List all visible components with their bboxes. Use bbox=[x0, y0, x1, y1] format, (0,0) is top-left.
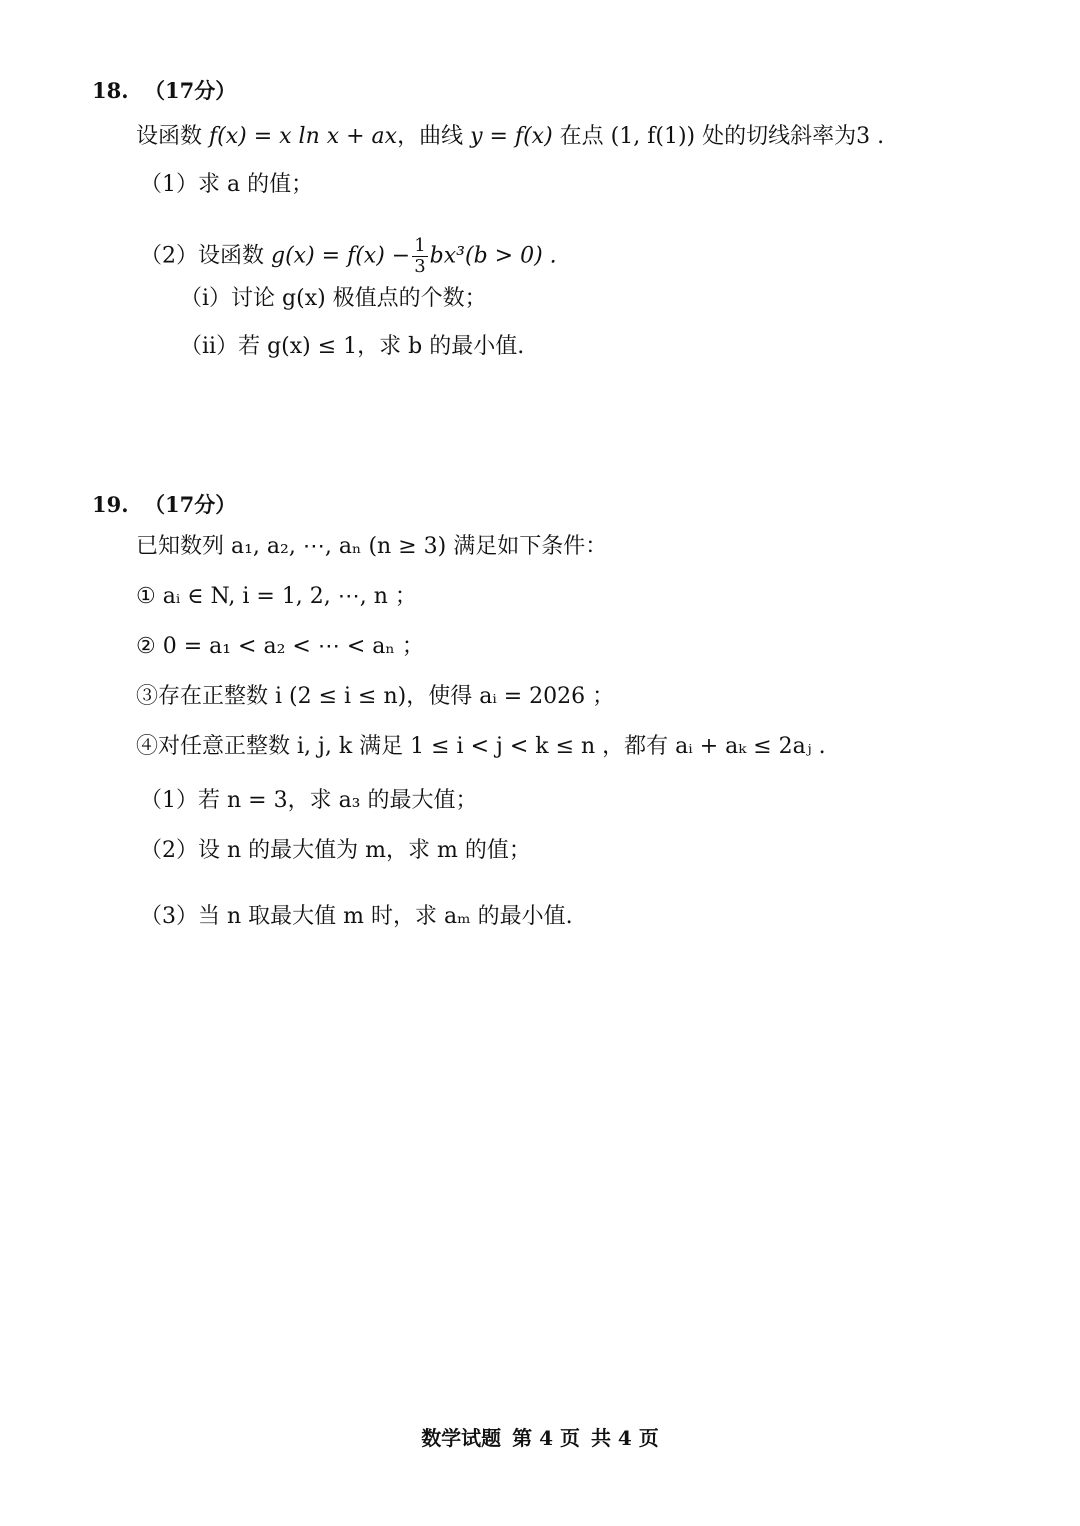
q18-fraction-denominator: 3 bbox=[414, 256, 426, 277]
q18-stem-post: 处的切线斜率为3 . bbox=[695, 124, 885, 149]
q19-part2: （2）设 n 的最大值为 m，求 m 的值； bbox=[140, 838, 531, 863]
q18-part2 bbox=[140, 236, 557, 277]
q18-part1: （1）求 a 的值； bbox=[140, 172, 314, 197]
q18-stem-function: f(x) = x ln x + ax bbox=[209, 124, 398, 149]
footer-total-pages: 共 4 页 bbox=[590, 1426, 659, 1450]
q19-stem: 已知数列 a₁, a₂, ⋯, aₙ (n ≥ 3) 满足如下条件： bbox=[136, 534, 608, 559]
q18-stem-point: (1, f(1)) bbox=[610, 124, 696, 149]
footer-subject: 数学试题 bbox=[421, 1426, 502, 1450]
q18-number: 18. bbox=[92, 78, 129, 103]
q18-stem bbox=[136, 122, 884, 152]
q18-stem-curve: y = f(x) bbox=[470, 124, 553, 149]
q18-stem-pre: 设函数 bbox=[136, 124, 209, 149]
q19-part1: （1）若 n = 3，求 a₃ 的最大值； bbox=[140, 788, 478, 813]
q18-part2-fraction bbox=[412, 236, 427, 277]
footer-page-number: 第 4 页 bbox=[512, 1426, 580, 1450]
q19-condition-3: ③存在正整数 i (2 ≤ i ≤ n)，使得 aᵢ = 2026 ； bbox=[136, 684, 615, 709]
q18-part2-g: g(x) = f(x) − bbox=[271, 243, 411, 269]
q19-part3: （3）当 n 取最大值 m 时，求 aₘ 的最小值. bbox=[140, 904, 573, 929]
q18-header bbox=[92, 76, 236, 106]
q18-sub1: （i）讨论 g(x) 极值点的个数； bbox=[180, 286, 487, 311]
page-footer bbox=[0, 1422, 1080, 1451]
q18-stem-mid2: 在点 bbox=[552, 124, 611, 149]
q19-header bbox=[92, 490, 236, 520]
q18-part2-pre: （2）设函数 bbox=[140, 243, 271, 269]
q18-sub2: （ii）若 g(x) ≤ 1，求 b 的最小值. bbox=[180, 334, 525, 359]
q19-condition-2: ② 0 = a₁ < a₂ < ⋯ < aₙ ； bbox=[136, 634, 424, 659]
q19-number: 19. bbox=[92, 492, 129, 517]
q18-stem-mid: ，曲线 bbox=[397, 124, 471, 149]
q18-part2-post: bx³(b > 0) . bbox=[429, 243, 557, 269]
q19-condition-4: ④对任意正整数 i, j, k 满足 1 ≤ i < j < k ≤ n ，都有 aᵢ + aₖ ≤ 2aⱼ . bbox=[136, 734, 826, 759]
q19-score: （17分） bbox=[144, 492, 237, 517]
q19-condition-1: ① aᵢ ∈ N, i = 1, 2, ⋯, n ； bbox=[136, 584, 417, 609]
q18-score: （17分） bbox=[144, 78, 237, 103]
q18-fraction-numerator: 1 bbox=[414, 235, 426, 256]
